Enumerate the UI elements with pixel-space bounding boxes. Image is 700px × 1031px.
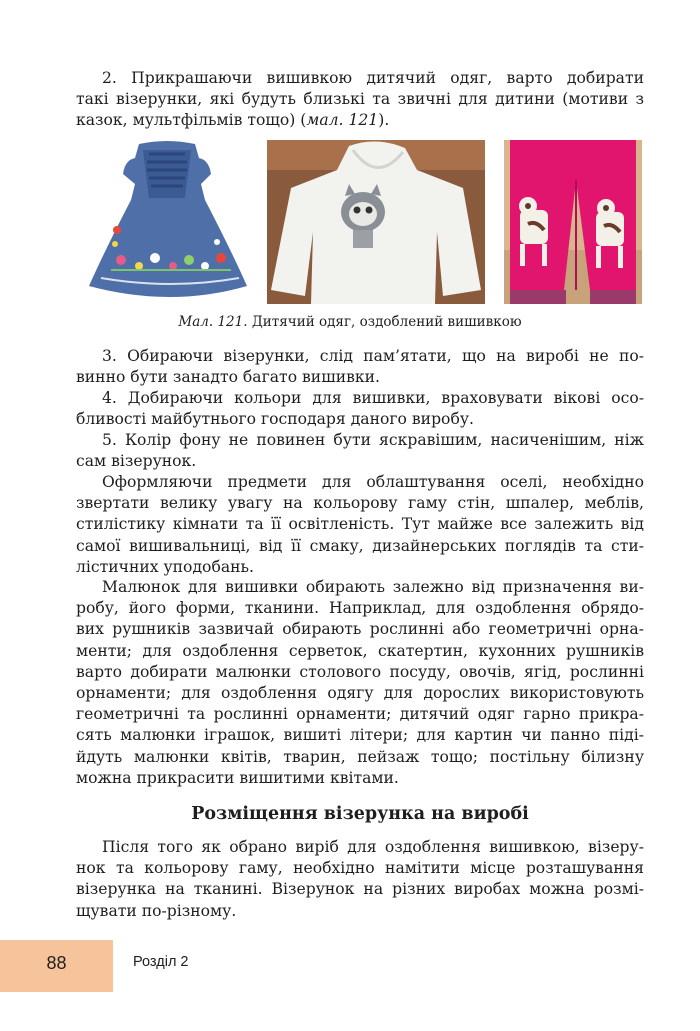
photo-embroidered-hoodie <box>267 140 485 304</box>
paragraph-4 <box>76 388 644 430</box>
paragraph-6 <box>76 472 644 578</box>
text-line: такі візерунки, які будуть близькі та звичні для дитини (мотиви з <box>76 90 644 109</box>
text-line: нок та кольорову гаму, необхідно намітити місце розташування <box>76 859 644 878</box>
text-fragment: ). <box>378 111 390 130</box>
text-line: самої вишивальниці, від її смаку, дизайнерських поглядів та сти- <box>76 536 644 555</box>
text-line: 3. Обираючи візерунки, слід пам’ятати, що на виробі не по- <box>102 347 644 365</box>
text-line: 2. Прикрашаючи вишивкою дитячий одяг, варто добирати <box>102 69 644 87</box>
text-line: 5. Колір фону не повинен бути яскравішим, насиченішим, ніж <box>102 431 644 449</box>
text-line: йдуть малюнки квітів, тварин, пейзаж тощо; постільну білизну <box>76 747 644 766</box>
text-line: сам візерунок. <box>76 452 197 471</box>
text-line: варто добирати малюнки столового посуду, овочів, ягід, рослинні <box>76 662 644 681</box>
text-line: звертати велику увагу на кольорову гаму стін, шпалер, меблів, <box>76 494 644 513</box>
text-line: візерунка на тканині. Візерунок на різних виробах можна розмі- <box>76 880 644 899</box>
text-line: можна прикрасити вишитими квітами. <box>76 768 399 787</box>
text-line: геометричні та рослинні орнаменти; дитячий одяг гарно прикра- <box>76 705 644 724</box>
text-line: орнаменти; для оздоблення одягу для дорослих використовують <box>76 684 644 703</box>
page-number: 88 <box>46 953 67 973</box>
paragraph-3 <box>76 346 644 388</box>
text-line <box>76 110 644 131</box>
paragraph-8 <box>76 837 644 922</box>
text-line: 4. Добираючи кольори для вишивки, враховувати вікові осо- <box>102 389 644 407</box>
text-line: Оформляючи предмети для облаштування оселі, необхідно <box>102 473 644 491</box>
paragraph-7 <box>76 577 644 789</box>
figure-reference: мал. 121 <box>306 111 379 130</box>
caption-label: Мал. 121. <box>178 314 248 330</box>
text-line: Після того як обрано виріб для оздоблення вишивкою, візеру- <box>102 838 644 856</box>
photo-embroidered-trousers <box>504 140 642 304</box>
text-line: сять малюнки іграшок, вишиті літери; для картин чи панно піді- <box>76 726 644 745</box>
text-line: лістичних уподобань. <box>76 557 254 576</box>
text-line: менти; для оздоблення серветок, скатертин, кухонних рушників <box>76 641 644 660</box>
text-line: робу, його форми, тканини. Наприклад, для оздоблення обрядо- <box>76 599 644 618</box>
text-line: бливості майбутнього господаря даного виробу. <box>76 410 474 429</box>
text-line: винно бути занадто багато вишивки. <box>76 368 380 387</box>
text-line: Малюнок для вишивки обирають залежно від призначення ви- <box>102 578 644 596</box>
section-heading: Розміщення візерунка на виробі <box>191 804 529 824</box>
text-fragment: казок, мультфільмів тощо) ( <box>76 111 307 130</box>
text-line: щувати по-різному. <box>76 901 237 920</box>
section-label: Розділ 2 <box>133 954 189 970</box>
text-line: стилістику кімнати та її освітленість. Тут майже все залежить від <box>76 515 644 534</box>
paragraph-1 <box>76 68 644 132</box>
caption-text: Дитячий одяг, оздоблений вишивкою <box>251 314 522 330</box>
text-line: вих рушників зазвичай обирають рослинні або геометричні орна- <box>76 620 644 639</box>
paragraph-5 <box>76 430 644 472</box>
photo-embroidered-dress <box>81 140 253 304</box>
figure-caption <box>0 314 700 330</box>
